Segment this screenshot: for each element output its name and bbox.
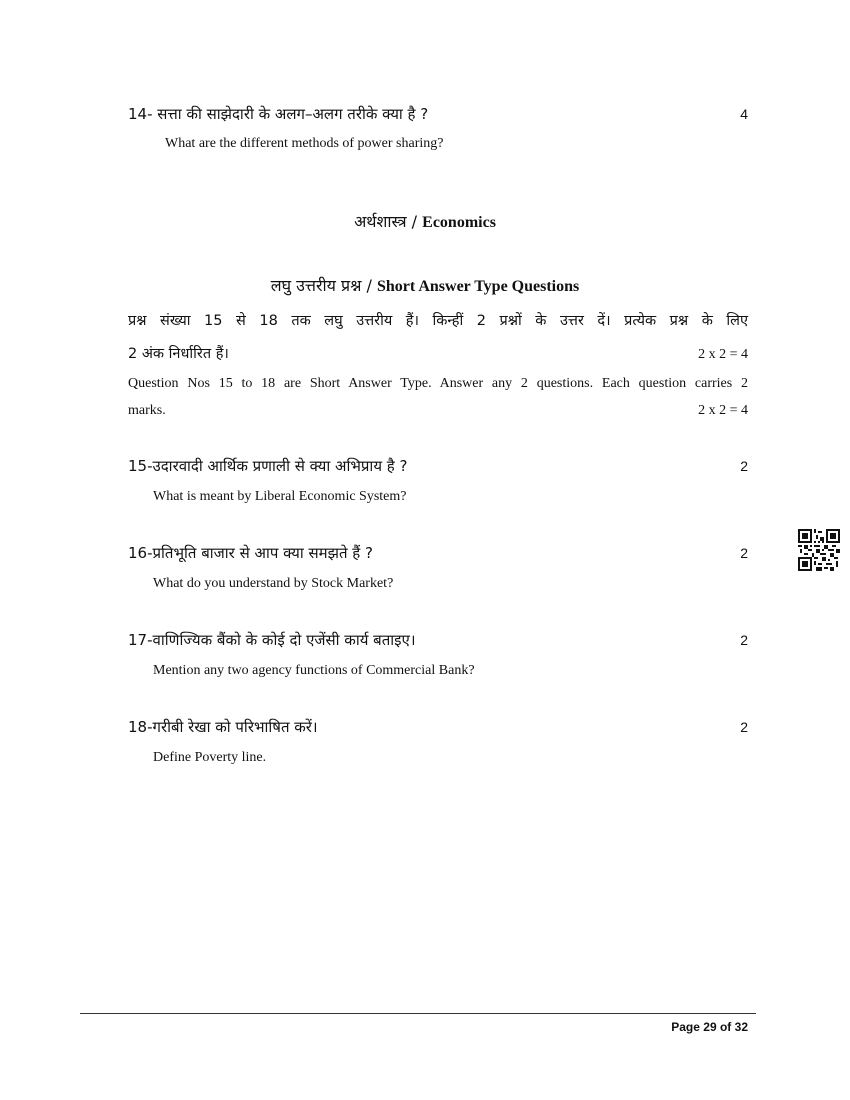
instructions-english-line1: Question Nos 15 to 18 are Short Answer Type. Answer any 2 questions. Each question carries 2	[128, 376, 748, 391]
instructions-hindi-line2-row	[128, 343, 748, 363]
instructions-english-marks: 2 x 2 = 4	[698, 403, 748, 418]
question-18	[128, 717, 748, 737]
question-18-hindi: 18-गरीबी रेखा को परिभाषित करें।	[128, 718, 318, 736]
footer-page-label: Page	[671, 1020, 700, 1034]
instructions-english-line2: marks.	[128, 403, 166, 418]
section-heading-hindi: अर्थशास्त्र /	[354, 212, 423, 231]
question-15	[128, 456, 748, 476]
instructions-english-line2-row	[128, 403, 748, 419]
instructions-hindi-marks: 2 x 2 = 4	[698, 347, 748, 362]
question-16	[128, 543, 748, 563]
question-15-english: What is meant by Liberal Economic System?	[153, 489, 407, 504]
subsection-heading-english: Short Answer Type Questions	[376, 278, 580, 295]
section-heading	[0, 210, 850, 232]
question-14-english: What are the different methods of power sharing?	[165, 136, 444, 151]
question-15-hindi: 15-उदारवादी आर्थिक प्रणाली से क्या अभिप्राय है ?	[128, 457, 408, 475]
question-14-hindi: 14- सत्ता की साझेदारी के अलग–अलग तरीके क्या है ?	[128, 105, 429, 123]
footer-of-label: of	[719, 1020, 732, 1034]
subsection-heading	[0, 274, 850, 296]
question-16-marks: 2	[740, 545, 748, 561]
footer-page-number: 29	[703, 1020, 717, 1034]
question-17-english: Mention any two agency functions of Commercial Bank?	[153, 663, 475, 678]
page-footer	[671, 1020, 748, 1034]
question-14	[128, 104, 748, 124]
question-16-english: What do you understand by Stock Market?	[153, 576, 394, 591]
question-15-marks: 2	[740, 458, 748, 474]
question-18-marks: 2	[740, 719, 748, 735]
question-14-marks: 4	[740, 106, 748, 122]
footer-divider	[80, 1013, 756, 1014]
section-heading-english: Economics	[422, 214, 496, 231]
instructions-hindi-line1: प्रश्न संख्या 15 से 18 तक लघु उत्तरीय हैं। किन्हीं 2 प्रश्नों के उत्तर दें। प्रत्येक प्रश्न के लिए	[128, 313, 748, 329]
question-16-hindi: 16-प्रतिभूति बाजार से आप क्या समझते हैं ?	[128, 544, 373, 562]
question-17-marks: 2	[740, 632, 748, 648]
question-18-english: Define Poverty line.	[153, 750, 267, 765]
subsection-heading-hindi: लघु उत्तरीय प्रश्न /	[270, 276, 377, 295]
instructions-hindi-line2: 2 अंक निर्धारित हैं।	[128, 346, 229, 362]
question-17-hindi: 17-वाणिज्यिक बैंको के कोई दो एजेंसी कार्य बताइए।	[128, 631, 416, 649]
qr-code-icon	[798, 529, 840, 571]
question-17	[128, 630, 748, 650]
footer-total-pages: 32	[734, 1020, 748, 1034]
